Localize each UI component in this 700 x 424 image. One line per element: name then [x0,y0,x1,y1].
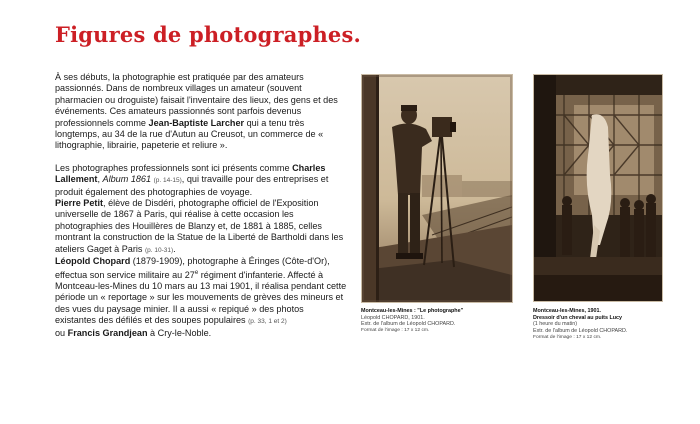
page-ref-1: (p. 14-15) [153,177,182,185]
caption-line: Léopold CHOPARD, 1901. [361,314,425,321]
name-larcher: Jean-Baptiste Larcher [148,117,245,128]
p2-text-b: , [97,174,103,185]
body-text [55,72,347,339]
p1-text-a: À ses débuts, la photographie est pratiquée par des amateurs passionnés. Dans de nombreux villages un amateur (souvent pharmacien ou droguiste) faisait l'inventaire des lieux, des gens et des événements. Ces amateurs passionnés sont parfois devenus professionnels comme [55,72,338,128]
page-ref-3: (p. 33, 1 et 2) [248,318,287,326]
photo-horse-lucy-image [534,75,662,301]
caption-title-line2: Dressoir d'un cheval au puits Lucy [533,314,623,321]
p4-text-a: (1879-1909), photographe à Éringes (Côte-d'Or), effectua son service militaire au 27 [55,256,330,280]
p1-text-b: qui a tenu très longtemps, au 34 de la rue d'Autun au Creusot, un commerce de « lithographie, librairie, papeterie et reliure ». [55,117,324,151]
caption-title: Montceau-les-Mines : "Le photographe" [361,308,464,314]
paragraph-chopard [55,256,347,327]
caption-photographer [361,308,521,335]
photo-horse-lucy [533,74,663,302]
p5-text-b: à Cry-le-Noble. [147,327,212,338]
paragraph-petit [55,198,347,256]
page-ref-2: (p. 10-31) [144,246,174,254]
paragraph-grandjean [55,328,347,339]
name-petit: Pierre Petit [55,198,104,209]
name-grandjean: Francis Grandjean [67,327,148,338]
paragraph-amateurs [55,72,347,152]
caption-title: Montceau-les-Mines, 1901. [533,308,602,314]
name-lallement: Charles Lallement [55,162,326,185]
p3-text-a: , élève de Disdéri, photographe officiel de l'Exposition universelle de 1867 à Paris, qui réalise à cette occasion les photographies des Houillères de Blanzy et, de 1881 à 1885, celles montrant la construction de la Statue de la Liberté de Bartholdi dans les ateliers Gaget à Paris [55,198,344,254]
caption-line: (1 heure du matin) [533,321,578,328]
p4-text-b: régiment d'infanterie. Affecté à Montceau-les-Mines du 10 mars au 13 mai 1901, il réalisa pendant cette période un « reportage » sur les mouvements de grèves des mineurs et des vues du paysage minier. Il a aussi « repiqué » des photos existantes des défilés et des soupes populaires [55,269,347,326]
p4-superscript: e [194,269,199,276]
caption-line: Extr. de l'album de Léopold CHOPARD. [533,328,628,335]
photo-photographer [361,74,513,303]
name-chopard: Léopold Chopard [55,256,131,267]
caption-format: Format de l'image : 17 x 12 cm. [361,328,430,334]
photo-photographer-image [362,75,512,302]
caption-format: Format de l'image : 17 x 12 cm. [533,334,602,340]
caption-line: Extr. de l'album de Léopold CHOPARD. [361,321,456,328]
album-title: Album 1861 [102,174,152,185]
p3-text-end: . [173,243,176,254]
paragraph-lallement [55,163,347,198]
p2-text-c: , qui travaille pour des entreprises et produit également des photographies de voyage. [55,174,329,197]
p2-text-a: Les photographes professionnels sont ici présents comme [55,162,293,173]
p5-text-a: ou [55,327,68,338]
caption-horse-lucy [533,308,668,342]
page-title: Figures de photographes. [55,22,362,47]
